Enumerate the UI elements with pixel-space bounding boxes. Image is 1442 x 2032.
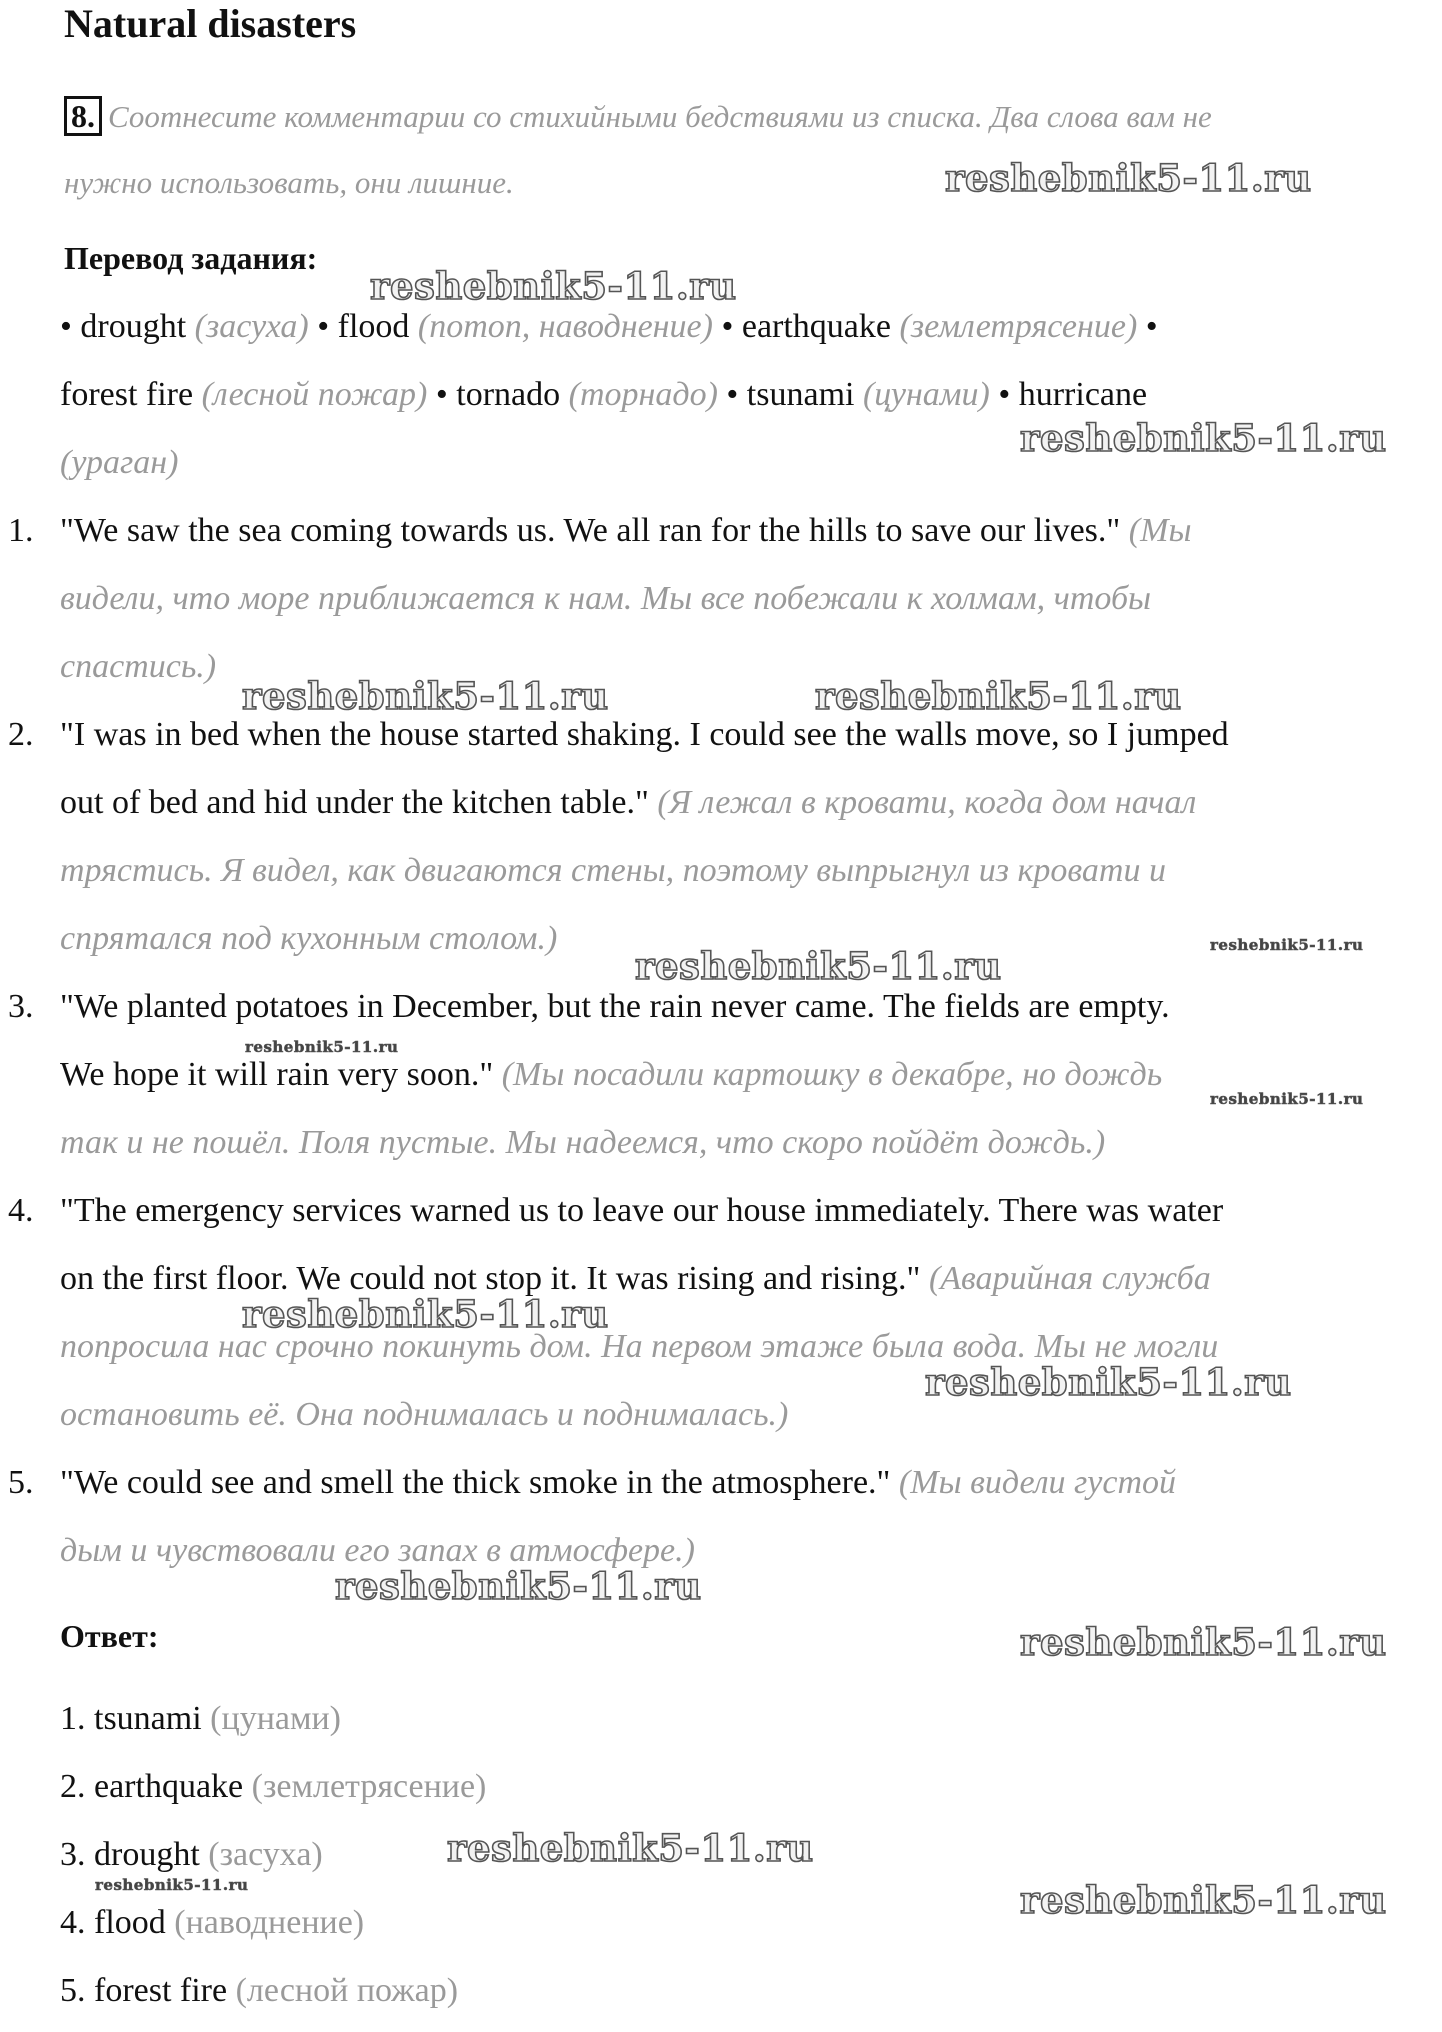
word-translation: (засуха) [194,308,309,345]
word: • hurricane [989,376,1148,413]
watermark: reshebnik5-11.ru [1210,936,1364,954]
item-4-line-2: on the first floor. We could not stop it. It was rising and rising." (Аварийная служба [60,1260,1211,1297]
watermark: reshebnik5-11.ru [95,1876,249,1894]
item-number: 5. [8,1464,34,1501]
item-1-line-1: "We saw the sea coming towards us. We all ran for the hills to save our lives." (Мы [60,512,1192,549]
item-4-line-1: "The emergency services warned us to leave our house immediately. There was water [60,1192,1224,1229]
item-3-line-2: We hope it will rain very soon." (Мы посадили картошку в декабре, но дождь [60,1056,1163,1093]
word-translation: (землетрясение) [899,308,1138,345]
watermark: reshebnik5-11.ru [242,1292,609,1336]
answer-item: 5. forest fire (лесной пожар) [60,1972,459,2009]
task-instruction-line-2: нужно использовать, они лишние. [64,165,514,200]
item-number: 1. [8,512,34,549]
word: forest fire [60,376,202,413]
watermark: reshebnik5-11.ru [925,1360,1292,1404]
item-5-line-1: "We could see and smell the thick smoke in the atmosphere." (Мы видели густой [60,1464,1177,1501]
item-4-line-3: попросила нас срочно покинуть дом. На первом этаже была вода. Мы не могли [60,1328,1219,1365]
watermark: reshebnik5-11.ru [635,944,1002,988]
answer-item: 3. drought (засуха) [60,1836,323,1873]
item-4-line-4: остановить её. Она поднималась и поднималась.) [60,1396,789,1433]
item-1-line-3: спастись.) [60,648,217,685]
answer-item: 4. flood (наводнение) [60,1904,365,1941]
answer-heading: Ответ: [60,1618,159,1654]
word: • tsunami [717,376,863,413]
translation-heading: Перевод задания: [64,240,318,276]
watermark: reshebnik5-11.ru [1210,1090,1364,1108]
watermark: reshebnik5-11.ru [1020,416,1387,460]
watermark: reshebnik5-11.ru [370,264,737,308]
watermark: reshebnik5-11.ru [815,674,1182,718]
watermark: reshebnik5-11.ru [1020,1620,1387,1664]
task-instruction-line-1 [64,96,1212,136]
item-2-line-2: out of bed and hid under the kitchen table." (Я лежал в кровати, когда дом начал [60,784,1197,821]
watermark: reshebnik5-11.ru [245,1038,399,1056]
word: • tornado [427,376,569,413]
answer-item: 2. earthquake (землетрясение) [60,1768,487,1805]
word-list-line-3: (ураган) [60,444,179,481]
item-number: 3. [8,988,34,1025]
task-text-1: Соотнесите комментарии со стихийными бедствиями из списка. Два слова вам не [108,99,1212,134]
watermark: reshebnik5-11.ru [242,674,609,718]
item-2-line-4: спрятался под кухонным столом.) [60,920,558,957]
watermark: reshebnik5-11.ru [447,1826,814,1870]
item-number: 4. [8,1192,34,1229]
word: • [1137,308,1158,345]
watermark: reshebnik5-11.ru [945,156,1312,200]
page-title: Natural disasters [64,1,357,46]
watermark: reshebnik5-11.ru [335,1564,702,1608]
item-2-line-1: "I was in bed when the house started shaking. I could see the walls move, so I jumped [60,716,1229,753]
word-translation: (потоп, наводнение) [417,308,713,345]
word-list-line-1 [60,308,1158,346]
task-number: 8. [64,96,102,136]
word: • drought [60,308,195,345]
item-3-line-3: так и не пошёл. Поля пустые. Мы надеемся, что скоро пойдёт дождь.) [60,1124,1106,1161]
word-translation: (цунами) [862,376,990,413]
item-1-line-2: видели, что море приближается к нам. Мы все побежали к холмам, чтобы [60,580,1152,617]
answer-item: 1. tsunami (цунами) [60,1700,342,1737]
item-3-line-1: "We planted potatoes in December, but the rain never came. The fields are empty. [60,988,1170,1025]
word-translation: (лесной пожар) [201,376,428,413]
item-number: 2. [8,716,34,753]
word-translation: (торнадо) [568,376,718,413]
word: • flood [308,308,418,345]
item-2-line-3: трястись. Я видел, как двигаются стены, поэтому выпрыгнул из кровати и [60,852,1166,889]
word: • earthquake [712,308,900,345]
watermark: reshebnik5-11.ru [1020,1878,1387,1922]
item-5-line-2: дым и чувствовали его запах в атмосфере.) [60,1532,695,1569]
word-list-line-2 [60,376,1147,414]
